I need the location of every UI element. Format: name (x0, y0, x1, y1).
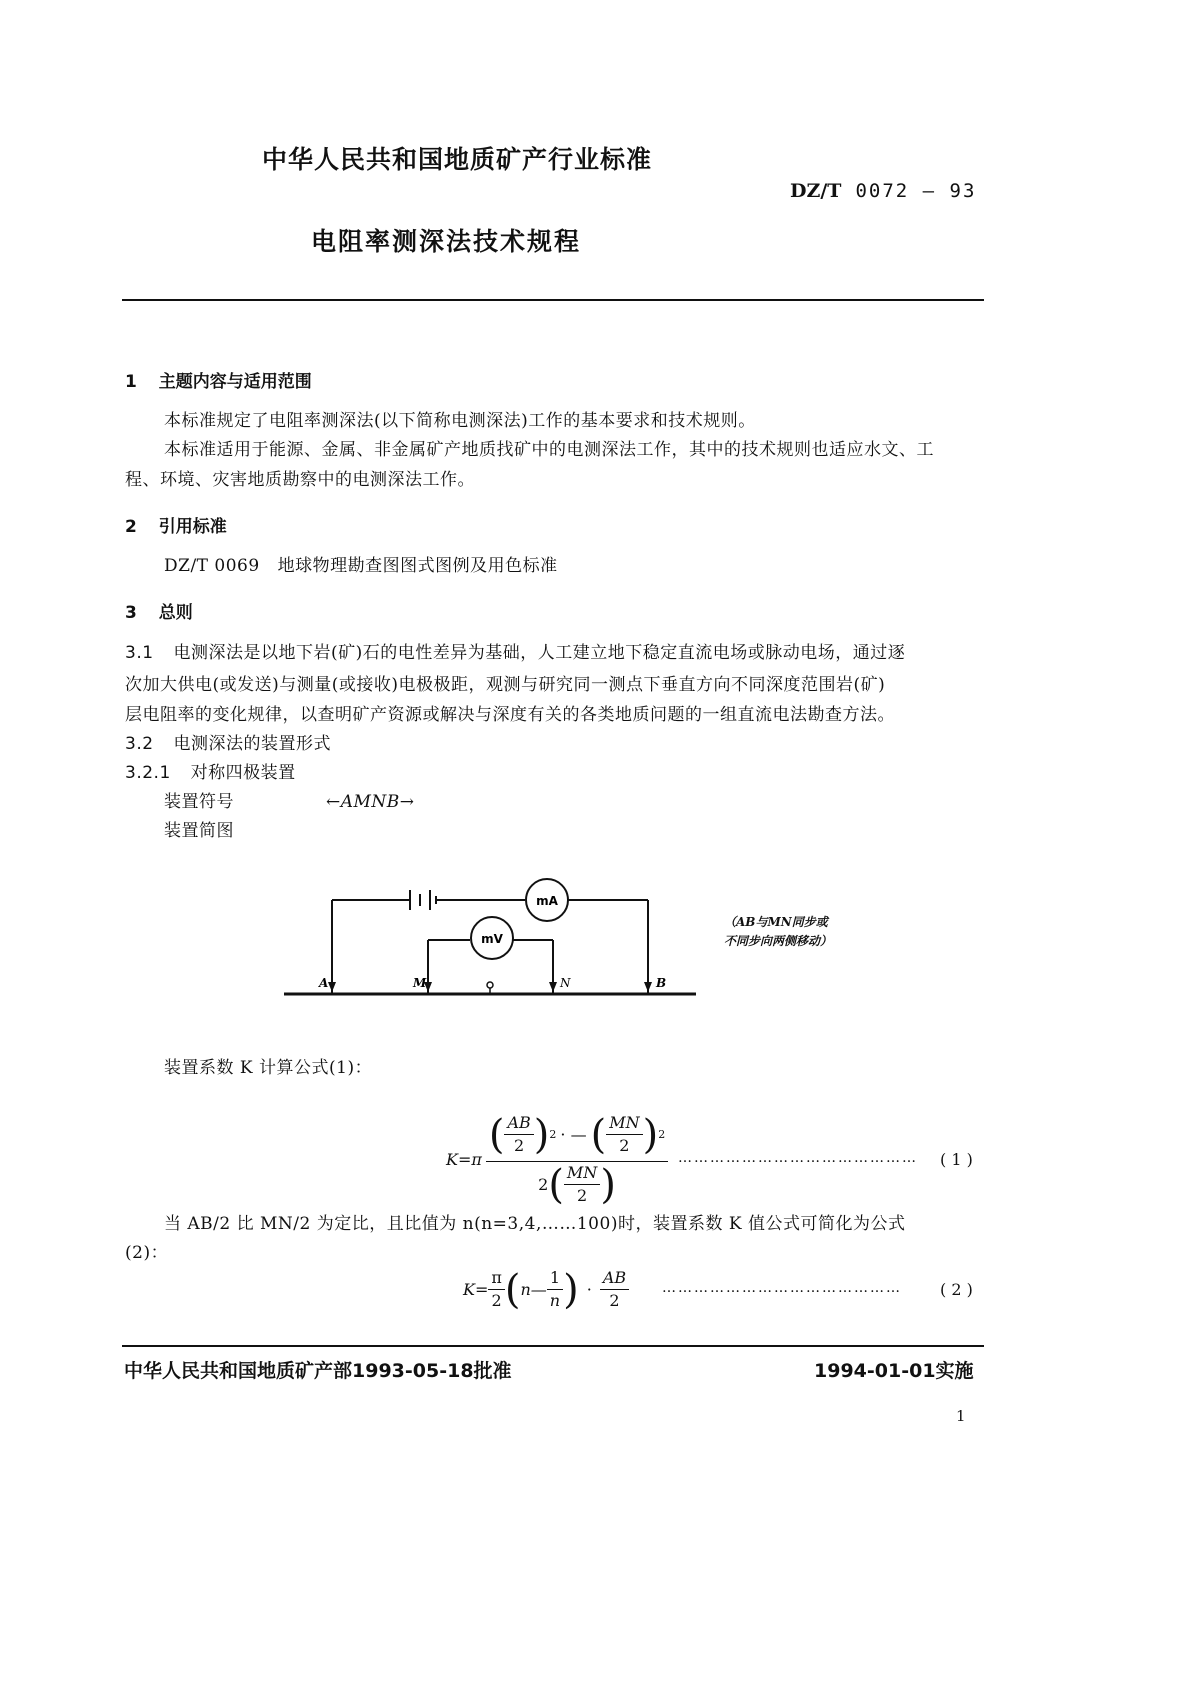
clause-3-2-number: 3.2 (125, 734, 154, 754)
section-2-number: 2 (125, 517, 137, 537)
milliammeter-label: mA (536, 894, 558, 908)
formula-2 (463, 1267, 629, 1312)
paren-open-2: ( (590, 1111, 607, 1158)
formula-1-fraction (486, 1112, 668, 1207)
reference-title: 地球物理勘查图图式图例及用色标准 (277, 556, 558, 576)
clause-3-2-text: 电测深法的装置形式 (173, 734, 331, 754)
device-symbol-label: 装置符号 (164, 792, 234, 812)
formula-1-denominator (535, 1162, 619, 1207)
diagram-note-line-1: （AB与MN同步或 (724, 915, 828, 929)
section-3-heading (125, 598, 193, 623)
formula-2-intro-line-1: 当 AB/2 比 MN/2 为定比，且比值为 n(n=3,4,……100)时，装置系数 K 值公式可简化为公式 (164, 1214, 906, 1234)
diagram-note-line-2: 不同步向两侧移动） (724, 934, 833, 948)
standard-code (790, 180, 976, 202)
device-symbol-value: ←AMNB→ (326, 792, 415, 812)
reference-item (164, 550, 558, 582)
formula-1-mn: MN (606, 1112, 642, 1135)
device-diagram-label: 装置简图 (164, 821, 234, 841)
paren-open-1: ( (488, 1111, 505, 1158)
section-1-paragraph-2-line-2: 程、环境、灾害地质勘察中的电测深法工作。 (125, 470, 475, 490)
section-2-title: 引用标准 (158, 517, 227, 537)
formula-2-number: ( 2 ) (940, 1280, 973, 1299)
clause-3-2 (125, 728, 331, 760)
clause-3-1-line-3: 层电阻率的变化规律，以查明矿产资源或解决与深度有关的各类地质问题的一组直流电法勘查方法。 (125, 705, 895, 725)
header-rule (122, 299, 984, 301)
formula-2-pi: π (488, 1267, 505, 1290)
electrode-b-label: B (656, 976, 667, 990)
section-2-heading (125, 512, 227, 537)
formula-1-mn-half (606, 1112, 642, 1157)
formula-1-numerator (486, 1112, 668, 1162)
formula-2-ab-half (600, 1267, 629, 1312)
formula-1-two-a: 2 (514, 1136, 525, 1155)
clause-3-2-1-number: 3.2.1 (125, 763, 171, 783)
paren-close-2: ) (642, 1111, 659, 1158)
formula-2-dot: · (586, 1280, 592, 1299)
electrode-n-arrow (549, 982, 557, 992)
section-3-number: 3 (125, 603, 137, 623)
approval-statement: 中华人民共和国地质矿产部1993-05-18批准 (124, 1360, 512, 1382)
reference-code: DZ/T 0069 (164, 556, 260, 576)
clause-3-1-number: 3.1 (125, 643, 154, 663)
page-number: 1 (956, 1407, 966, 1425)
electrode-a-arrow (328, 982, 336, 992)
formula-1-lhs: K=π (446, 1150, 482, 1169)
effective-date: 1994-01-01实施 (814, 1360, 974, 1382)
formula-1-intro: 装置系数 K 计算公式(1)： (164, 1058, 373, 1078)
footer-rule (122, 1345, 984, 1347)
formula-1-square-b: 2 (658, 1127, 666, 1141)
electrode-m-label: M (413, 976, 427, 990)
section-1-paragraph-2-line-1: 本标准适用于能源、金属、非金属矿产地质找矿中的电测深法工作，其中的技术规则也适应水文、工 (164, 440, 934, 460)
clause-3-1-line-1 (125, 637, 905, 669)
document-title: 电阻率测深法技术规程 (311, 227, 582, 256)
electrode-a-label: A (319, 976, 329, 990)
section-1-heading (125, 367, 312, 392)
formula-2-n-den: n (549, 1291, 561, 1310)
formula-2-paren-close: ) (563, 1266, 579, 1313)
formula-1-ab: AB (504, 1112, 533, 1135)
section-1-paragraph-1: 本标准规定了电阻率测深法(以下简称电测深法)工作的基本要求和技术规则。 (164, 411, 756, 431)
formula-2-pi-half (488, 1267, 505, 1312)
formula-1-ab-half (504, 1112, 533, 1157)
section-3-title: 总则 (158, 603, 193, 623)
formula-2-ab-two: 2 (609, 1291, 620, 1310)
formula-2-paren-open: ( (504, 1266, 521, 1313)
electrode-n-label: N (560, 976, 571, 990)
formula-2-reciprocal (547, 1267, 563, 1312)
four-electrode-circuit-diagram (270, 870, 710, 1010)
formula-2-one: 1 (547, 1267, 563, 1290)
diagram-note (724, 913, 832, 951)
formula-2-n: n— (520, 1280, 547, 1299)
formula-1-minus: · — (560, 1124, 587, 1144)
formula-2-leader: ……………………………………… (662, 1280, 902, 1296)
section-1-title: 主题内容与适用范围 (158, 372, 312, 392)
org-title: 中华人民共和国地质矿产行业标准 (262, 145, 653, 174)
formula-1-den-coefficient: 2 (538, 1174, 549, 1194)
millivoltmeter-label: mV (481, 932, 503, 946)
formula-2-lhs: K= (463, 1280, 489, 1299)
clause-3-2-1 (125, 757, 296, 789)
formula-1-den-two: 2 (577, 1186, 588, 1205)
formula-1-number: ( 1 ) (940, 1150, 973, 1169)
formula-2-intro-line-2: (2)： (125, 1243, 169, 1263)
clause-3-2-1-text: 对称四极装置 (190, 763, 296, 783)
standard-code-number: 0072 — 93 (855, 180, 977, 202)
formula-1 (446, 1112, 668, 1207)
paren-open-3: ( (548, 1161, 564, 1208)
standard-code-prefix: DZ/T (790, 180, 842, 202)
formula-2-two: 2 (491, 1291, 502, 1310)
paren-close-3: ) (600, 1161, 616, 1208)
paren-close-1: ) (533, 1111, 550, 1158)
formula-1-den-mn-half (564, 1162, 600, 1207)
electrode-b-arrow (644, 982, 652, 992)
formula-1-leader: ……………………………………… (678, 1150, 918, 1166)
section-1-number: 1 (125, 372, 137, 392)
formula-2-ab: AB (600, 1267, 629, 1290)
clause-3-1-line-2: 次加大供电(或发送)与测量(或接收)电极极距，观测与研究同一测点下垂直方向不同深度范围岩(矿) (125, 675, 886, 695)
clause-3-1-text-1: 电测深法是以地下岩(矿)石的电性差异为基础，人工建立地下稳定直流电场或脉动电场，通过逐 (173, 643, 906, 663)
formula-1-den-mn: MN (564, 1162, 600, 1185)
formula-1-square-a: 2 (549, 1127, 557, 1141)
formula-1-two-b: 2 (619, 1136, 630, 1155)
sounding-point-marker (487, 982, 493, 988)
